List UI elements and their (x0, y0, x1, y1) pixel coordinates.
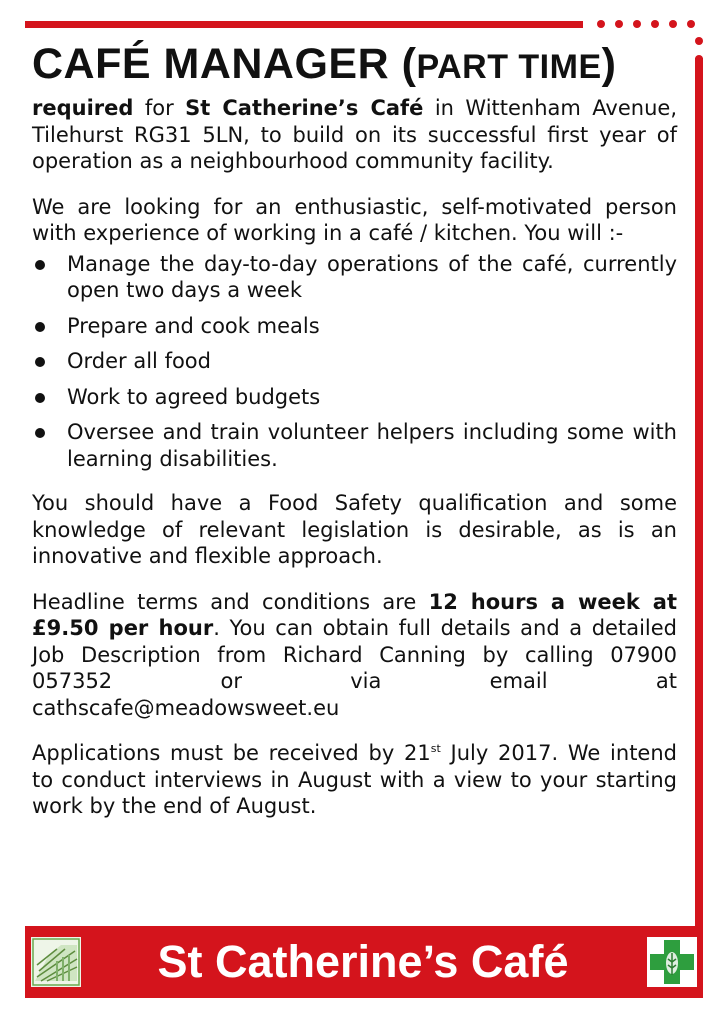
list-item (32, 384, 677, 411)
looking-for-paragraph: We are looking for an enthusiastic, self-motivated person with experience of working in a café / kitchen. You will :- (32, 194, 677, 245)
decorative-dot (615, 20, 623, 28)
bullet-icon (35, 428, 45, 438)
bullet-icon (35, 260, 45, 270)
intro-cafe-name: St Catherine’s Café (185, 96, 424, 120)
decorative-dot (597, 20, 605, 28)
list-item (32, 313, 677, 340)
terms-paragraph (32, 589, 677, 722)
qualifications-paragraph: You should have a Food Safety qualification and some knowledge of relevant legislation is desirable, as is an innovative and flexible approach. (32, 491, 677, 568)
title-close-paren: ) (601, 40, 617, 88)
top-accent-bar (25, 21, 583, 28)
deadline-ordinal: st (430, 742, 441, 755)
intro-required: required (32, 96, 134, 120)
job-advert (32, 38, 677, 820)
green-cross-logo-icon (647, 937, 697, 987)
church-window-logo-icon (31, 937, 81, 987)
duty-text: Prepare and cook meals (67, 313, 320, 338)
decorative-dot (695, 55, 703, 63)
intro-rest: in Wittenham Avenue, Tilehurst RG31 5LN, to build on its successful first year of operation as a neighbourhood community facility. (32, 96, 677, 173)
bullet-icon (35, 393, 45, 403)
duties-list (32, 251, 677, 473)
right-accent-bar (695, 58, 703, 938)
list-item (32, 419, 677, 472)
terms-lead: Headline terms and conditions are (32, 589, 429, 614)
duty-text: Manage the day-to-day operations of the café, currently open two days a week (67, 251, 677, 302)
deadline-paragraph (32, 740, 677, 820)
decorative-dot (695, 73, 703, 81)
footer-banner (25, 926, 703, 998)
decorative-dot (633, 20, 641, 28)
title-part-time: PART TIME (416, 48, 602, 86)
contact-email: cathscafe@meadowsweet.eu (32, 695, 340, 720)
list-item (32, 348, 677, 375)
list-item (32, 251, 677, 304)
decorative-dot (695, 37, 703, 45)
page-title (32, 38, 677, 93)
bullet-icon (35, 322, 45, 332)
decorative-dot (687, 20, 695, 28)
duty-text: Oversee and train volunteer helpers including some with learning disabilities. (67, 420, 677, 471)
decorative-dot (669, 20, 677, 28)
intro-paragraph (32, 95, 677, 175)
title-main: CAFÉ MANAGER ( (32, 40, 417, 88)
terms-hours-pay: 12 hours a week at £9.50 per hour (32, 589, 677, 640)
decorative-dot (695, 91, 703, 99)
terms-rest: . You can obtain full details and a detailed Job Description from Richard Canning by calling 07900 057352 or via email at (32, 616, 677, 693)
duty-text: Work to agreed budgets (67, 384, 321, 409)
deadline-rest: July 2017. We intend to conduct interviews in August with a view to your starting work by the end of August. (32, 741, 677, 818)
footer-title: St Catherine’s Café (157, 936, 569, 987)
decorative-dot (651, 20, 659, 28)
deadline-lead: Applications must be received by 21 (32, 741, 431, 765)
bullet-icon (35, 357, 45, 367)
intro-for: for (133, 96, 186, 120)
duty-text: Order all food (67, 349, 211, 373)
